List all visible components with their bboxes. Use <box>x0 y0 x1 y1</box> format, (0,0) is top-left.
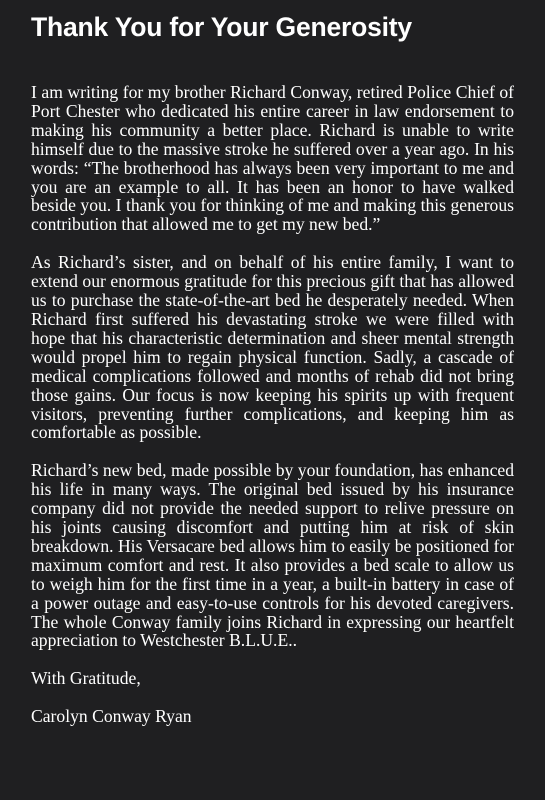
letter-closing: With Gratitude, <box>31 668 141 689</box>
letter-paragraph-3: Richard’s new bed, made possible by your foundation, has enhanced his life in many ways. The original bed issued by his insurance company did not provide the needed support to relive pressure on his joints causing discomfort and putting him at risk of skin breakdown. His Versacare bed allows him to easily be positioned for maximum comfort and rest. It also provides a bed scale to allow us to weigh him for the first time in a year, a built-in battery in case of a power outage and easy-to-use controls for his devoted caregivers. The whole Conway family joins Richard in expressing our heartfelt appreciation to Westchester B.L.U.E.. <box>31 460 514 651</box>
letter-paragraph-1: I am writing for my brother Richard Conway, retired Police Chief of Port Chester who dedicated his entire career in law endorsement to making his community a better place. Richard is unable to write himself due to the massive stroke he suffered over a year ago. In his words: “The brotherhood has always been very important to me and you are an example to all. It has been an honor to have walked beside you. I thank you for thinking of me and making this generous contribution that allowed me to get my new bed.” <box>31 82 514 235</box>
page-title: Thank You for Your Generosity <box>31 12 412 42</box>
letter-body <box>31 83 514 726</box>
letter-paragraph-2: As Richard’s sister, and on behalf of his entire family, I want to extend our enormous gratitude for this precious gift that has allowed us to purchase the state-of-the-art bed he desperately needed. When Richard first suffered his devastating stroke we were filled with hope that his characteristic determination and sheer mental strength would propel him to regain physical function. Sadly, a cascade of medical complications followed and months of rehab did not bring those gains. Our focus is now keeping his spirits up with frequent visitors, preventing further complications, and keeping him as comfortable as possible. <box>31 252 514 443</box>
letter-signature: Carolyn Conway Ryan <box>31 706 192 727</box>
